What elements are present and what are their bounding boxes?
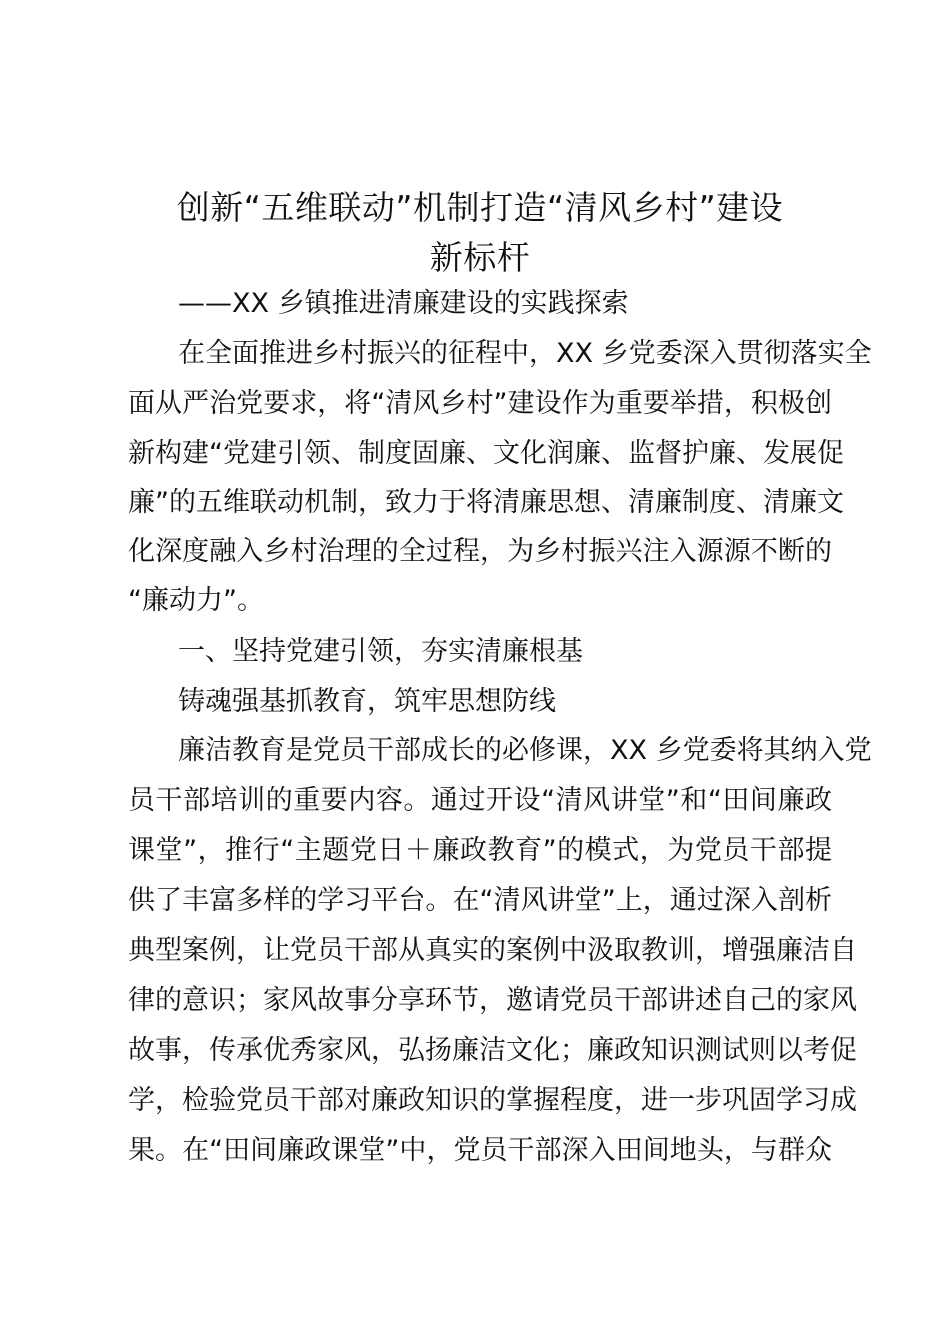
paragraph-1-line: 化深度融入乡村治理的全过程，为乡村振兴注入源源不断的 — [128, 536, 832, 567]
subsection-heading: 铸魂强基抓教育，筑牢思想防线 — [178, 686, 556, 717]
paragraph-2-line: 故事，传承优秀家风，弘扬廉洁文化；廉政知识测试则以考促 — [128, 1035, 857, 1066]
paragraph-2-line: 典型案例，让党员干部从真实的案例中汲取教训，增强廉洁自 — [128, 935, 857, 966]
paragraph-1-line: 廉”的五维联动机制，致力于将清廉思想、清廉制度、清廉文 — [128, 487, 844, 518]
paragraph-2-line: 律的意识；家风故事分享环节，邀请党员干部讲述自己的家风 — [128, 985, 857, 1016]
document-subtitle: ——XX 乡镇推进清廉建设的实践探索 — [178, 288, 629, 319]
document-title-line-1: 创新“五维联动”机制打造“清风乡村”建设 — [176, 188, 784, 227]
paragraph-2-line: 廉洁教育是党员干部成长的必修课，XX 乡党委将其纳入党 — [178, 735, 872, 766]
section-heading: 一、坚持党建引领，夯实清廉根基 — [178, 636, 583, 667]
paragraph-2-line: 课堂”，推行“主题党日＋廉政教育”的模式，为党员干部提 — [128, 835, 832, 866]
paragraph-2-line: 员干部培训的重要内容。通过开设“清风讲堂”和“田间廉政 — [128, 785, 832, 816]
paragraph-1-line: “廉动力”。 — [128, 585, 264, 616]
paragraph-1-line: 面从严治党要求，将“清风乡村”建设作为重要举措，积极创 — [128, 388, 832, 419]
paragraph-1-line: 在全面推进乡村振兴的征程中，XX 乡党委深入贯彻落实全 — [178, 338, 872, 369]
paragraph-2-line: 供了丰富多样的学习平台。在“清风讲堂”上，通过深入剖析 — [128, 885, 832, 916]
paragraph-1-line: 新构建“党建引领、制度固廉、文化润廉、监督护廉、发展促 — [128, 438, 844, 469]
paragraph-2-line: 果。在“田间廉政课堂”中，党员干部深入田间地头，与群众 — [128, 1135, 832, 1166]
document-title-line-2: 新标杆 — [429, 238, 531, 277]
paragraph-2-line: 学，检验党员干部对廉政知识的掌握程度，进一步巩固学习成 — [128, 1085, 857, 1116]
